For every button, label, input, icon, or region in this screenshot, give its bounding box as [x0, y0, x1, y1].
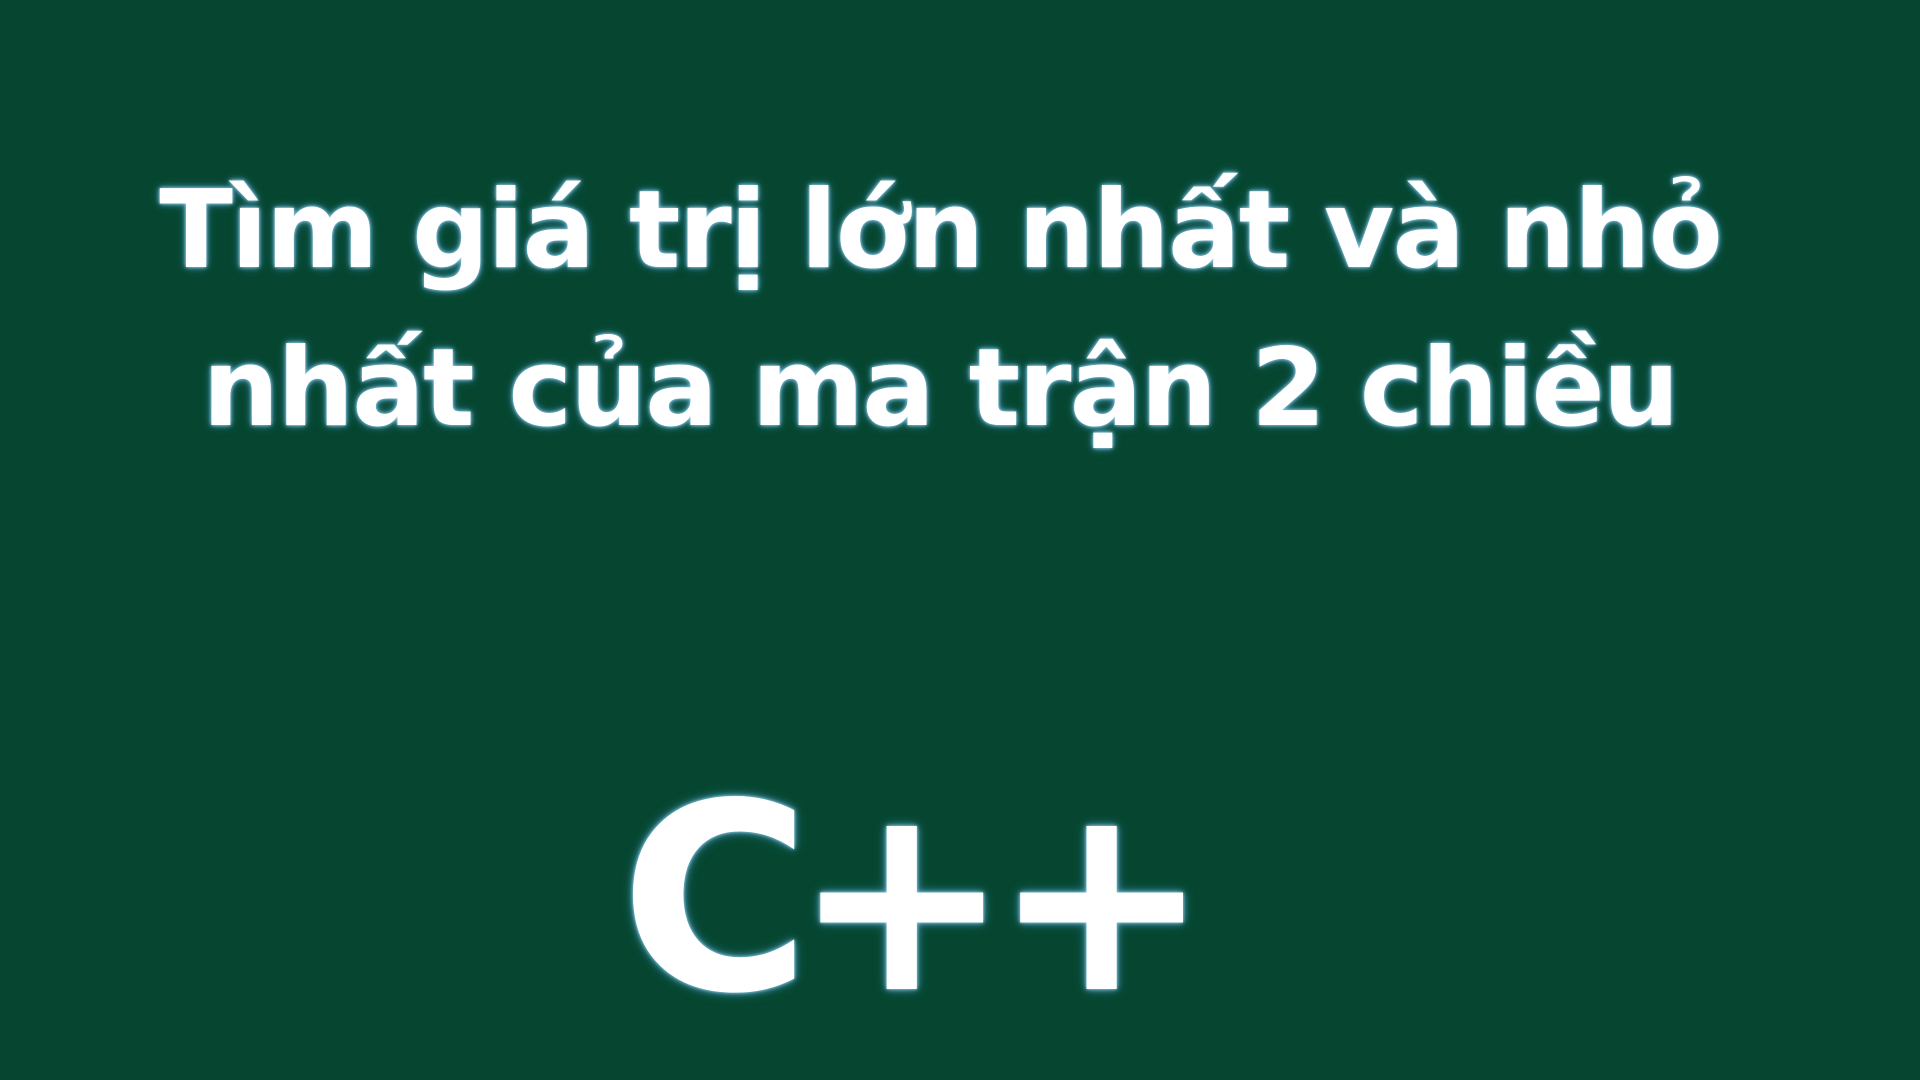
title-line-2: nhất của ma trận 2 chiều [202, 326, 1678, 451]
title-line-1: Tìm giá trị lớn nhất và nhỏ [159, 168, 1721, 293]
slide-title [0, 152, 1880, 468]
language-label: C++ [620, 749, 1193, 1051]
